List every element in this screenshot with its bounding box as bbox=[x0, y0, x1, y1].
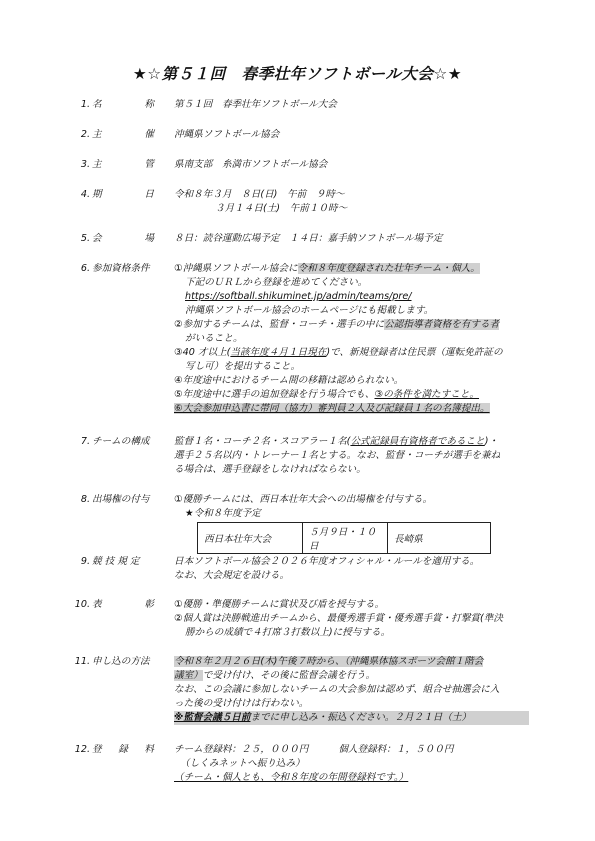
page-title: ★☆第５１回 春季壮年ソフトボール大会☆★ bbox=[132, 65, 463, 83]
item-number: 9. bbox=[80, 556, 90, 567]
item-label: 会 場 bbox=[92, 233, 154, 244]
table-row bbox=[198, 523, 491, 554]
item-label: 表 彰 bbox=[92, 599, 154, 610]
item-body: ８日：読谷運動広場予定 １４日：嘉手納ソフトボール場予定 bbox=[174, 233, 443, 244]
item-body: 沖縄県ソフトボール協会 bbox=[174, 129, 280, 140]
item-label: 主 催 bbox=[92, 129, 154, 140]
item-number: 10. bbox=[74, 599, 90, 610]
item-label: 登 録 料 bbox=[92, 744, 154, 755]
registration-link[interactable]: https://softball.shikuminet.jp/admin/teams/pre/ bbox=[185, 291, 412, 302]
item-body: 令和８年３月 ８日(日) 午前 ９時～ ３月１４日(土) 午前１０時～ bbox=[174, 189, 348, 214]
item-number: 2. bbox=[80, 129, 90, 140]
item-body: 第５１回 春季壮年ソフトボール大会 bbox=[174, 99, 337, 110]
table-cell: 長崎県 bbox=[388, 523, 491, 554]
item-body: 監督１名・コーチ２名・スコアラー１名(公式記録員有資格者であること)・ 選手２５名以内・トレーナー１名とする。なお、監督・コーチが選手を兼ね る場合は、選手登録をしなければならない。 bbox=[174, 436, 501, 475]
item-number: 12. bbox=[74, 744, 90, 755]
item-number: 3. bbox=[80, 159, 90, 170]
table-cell: ５月９日・１０日 bbox=[303, 523, 388, 554]
item-number: 8. bbox=[80, 494, 90, 505]
item-body: 県南支部 糸満市ソフトボール協会 bbox=[174, 159, 328, 170]
item-number: 7. bbox=[80, 436, 90, 447]
item-label: 競 技 規 定 bbox=[92, 556, 140, 567]
item-label: 期 日 bbox=[92, 189, 154, 200]
item-number: 4. bbox=[80, 189, 90, 200]
item-body: ①優勝・準優勝チームに賞状及び盾を授与する。 ②個人賞は決勝戦進出チームから、最優秀選手賞・優秀選手賞・打撃賞(準決 勝からの成績で４打席３打数以上)に授与する。 bbox=[174, 599, 503, 638]
item-body: 日本ソフトボール協会２０２６年度オフィシャル・ルールを適用する。 なお、大会規定を設ける。 bbox=[174, 556, 480, 581]
item-number: 11. bbox=[74, 656, 90, 667]
venue-table bbox=[197, 522, 491, 554]
item-label: チームの構成 bbox=[92, 436, 150, 447]
item-body: ①優勝チームには、西日本壮年大会への出場権を付与する。 ★令和８年度予定 bbox=[174, 494, 433, 519]
item-label: 主 管 bbox=[92, 159, 154, 170]
item-number: 5. bbox=[80, 233, 90, 244]
item-label: 出場権の付与 bbox=[92, 494, 150, 505]
item-label: 申し込の方法 bbox=[92, 656, 150, 667]
item-body: ①沖縄県ソフトボール協会に令和８年度登録された壮年チーム・個人。 下記のＵＲＬから登録を進めてください。 https://softball.shikuminet.jp/admin/teams/pre/ 沖縄県ソフトボール協会のホームページにも掲載します。 ②参加するチームは、監督・コーチ・選手の中に公認指導者資格を有する者 がいること。 ③40 才以上(当該年度４月１日現在)で、新規登録者は住民票（運転免許証の 写し可）を提出すること。 ④年度途中におけるチーム間の移籍は認められない。 ⑤年度途中に選手の追加登録を行う場合でも、③の条件を満たすこと。 ⑥大会参加申込書に帯同（協力）審判員２人及び記録員１名の名簿提出。 bbox=[174, 262, 529, 416]
table-cell: 西日本壮年大会 bbox=[198, 523, 303, 554]
item-body: 令和８年２月２６日(木)午後７時から、（沖縄県体協スポーツ会館１階会 議室）で受け付け、その後に監督会議を行う。 なお、この会議に参加しないチームの大会参加は認めず、組合せ抽選会に入 った後の受け付けは行わない。 ※監督会議５日前までに申し込み・振込ください。２月２１日（土） bbox=[174, 655, 529, 725]
item-label: 参加資格条件 bbox=[92, 263, 150, 274]
item-number: 6. bbox=[80, 263, 90, 274]
item-number: 1. bbox=[80, 99, 90, 110]
item-label: 名 称 bbox=[92, 99, 154, 110]
item-body: チーム登録料：２５，０００円 個人登録料：１，５００円 （しくみネットへ振り込み） （チーム・個人とも、令和８年度の年間登録料です。） bbox=[174, 744, 454, 783]
